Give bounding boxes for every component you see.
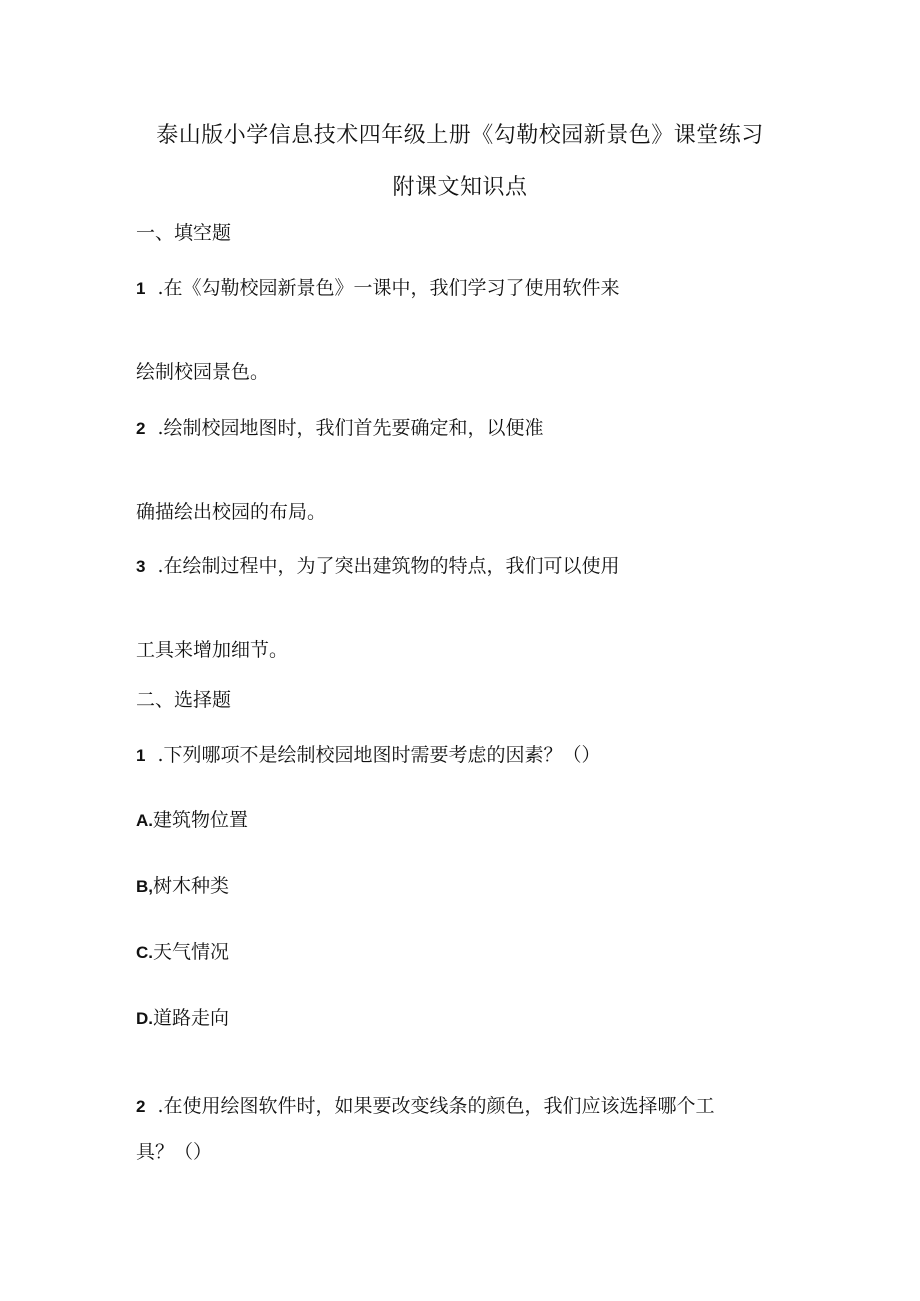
question-number: 3: [136, 557, 146, 576]
fill-question-2: [136, 413, 544, 440]
option-letter: C.: [136, 943, 153, 962]
choice-question-1: [136, 740, 601, 767]
section-heading-fill-in: 一、填空题: [136, 222, 232, 244]
option-c: [136, 937, 229, 964]
choice-question-2: [136, 1091, 715, 1118]
fill-question-1-continued: 绘制校园景色。: [136, 361, 270, 383]
fill-question-1: [136, 273, 620, 300]
question-text: .绘制校园地图时，我们首先要确定和，以便准: [157, 417, 544, 439]
option-a: [136, 805, 248, 832]
section-heading-choice: 二、选择题: [136, 689, 232, 711]
fill-question-3: [136, 551, 620, 578]
fill-question-3-continued: 工具来增加细节。: [136, 639, 289, 661]
question-number: 1: [136, 746, 146, 765]
option-text: 道路走向: [153, 1007, 230, 1029]
option-text: 天气情况: [153, 941, 230, 963]
choice-question-2-continued: 具？（）: [136, 1141, 213, 1163]
option-d: [136, 1003, 229, 1030]
question-text: .在绘制过程中，为了突出建筑物的特点，我们可以使用: [157, 555, 620, 577]
option-text: 建筑物位置: [153, 809, 249, 831]
question-number: 2: [136, 1097, 146, 1116]
option-text: 树木种类: [153, 875, 230, 897]
option-letter: B,: [136, 877, 153, 896]
question-number: 1: [136, 279, 146, 298]
document-subtitle: 附课文知识点: [392, 175, 528, 200]
question-text: .在《勾勒校园新景色》一课中，我们学习了使用软件来: [157, 277, 620, 299]
option-b: [136, 871, 229, 898]
document-title: 泰山版小学信息技术四年级上册《勾勒校园新景色》课堂练习: [156, 123, 764, 148]
fill-question-2-continued: 确描绘出校园的布局。: [136, 501, 327, 523]
question-text: .下列哪项不是绘制校园地图时需要考虑的因素？（）: [157, 744, 601, 766]
option-letter: A.: [136, 811, 153, 830]
question-number: 2: [136, 419, 146, 438]
option-letter: D.: [136, 1009, 153, 1028]
question-text: .在使用绘图软件时，如果要改变线条的颜色，我们应该选择哪个工: [157, 1095, 715, 1117]
